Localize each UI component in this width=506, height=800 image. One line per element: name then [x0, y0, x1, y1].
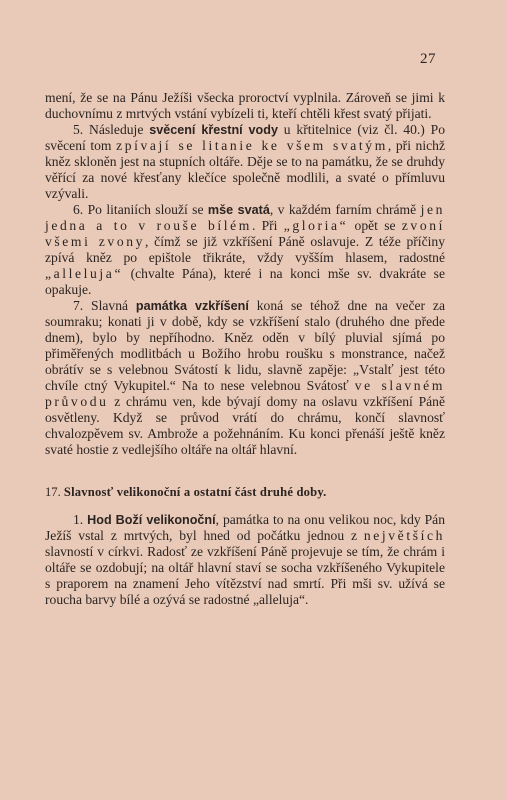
text-run: 5. Následuje: [73, 122, 150, 137]
spaced-term: „gloria“: [283, 218, 349, 233]
page-number: 27: [420, 51, 436, 67]
bold-term: památka vzkříšení: [135, 299, 249, 313]
text-run: 1.: [73, 512, 88, 527]
paragraph-5: [45, 122, 445, 202]
text-run: mení, že se na Pánu Ježíši všecka proroctví vyplnila. Zároveň se jimi k duchovnímu z mrtvých vstání vybízeli ti, kteří chtěli křest svatý přijati.: [45, 90, 445, 121]
text-run: slavností v církvi. Radosť ze vzkříšení Páně projevuje se tím, že chrám i oltáře se ozdobují; na oltář hlavní staví se socha vzkříšeného Vykupitele s praporem na znamení Jeho vítězství nad smrtí. Při mši sv. užívá se roucha barvy bílé a ozývá se radostné „alleluja“.: [45, 544, 445, 607]
spaced-term: zpívají se litanie ke všem svatým: [116, 138, 388, 153]
text-run: koná se téhož dne na večer za soumraku; konati ji v době, kdy se vzkříšení stalo (druhého dne přede dnem), bylo by nepříhodno. Kněz oděn v bílý pluvial sjímá po přiměřených modlitbách u Božího hrobu roušku s monstrance, načež obrátív se s velebnou Svátostí k lidu, slavně zapěje: „Vstalť jest této chvíle ctný Vykupitel.“ Na to nese velebnou Svátosť: [45, 298, 445, 393]
text-run: (chvalte Pána), které i na konci mše sv. dvakráte se opakuje.: [45, 266, 445, 297]
spaced-term: zvoní všemi zvony: [45, 218, 445, 249]
spaced-term: „alleluja“: [45, 266, 124, 281]
text-run: 6. Po litaniích slouží se: [73, 202, 208, 217]
text-run: , v každém farním chrámě: [269, 202, 421, 217]
paragraph-6: [45, 202, 445, 298]
bold-term: Hod Boží velikonoční: [87, 513, 216, 527]
page-text: [45, 90, 445, 608]
paragraph-7: [45, 298, 445, 458]
paragraph-1: [45, 512, 445, 608]
text-run: . Při: [251, 218, 284, 233]
text-run: opět se: [348, 218, 402, 233]
section-title: Slavnosť velikonoční a ostatní část druhé doby.: [63, 485, 327, 499]
spaced-term: ve slavném průvodu: [45, 378, 445, 409]
text-run: , památka to na onu velikou noc, kdy Pán Ježíš vstal z mrtvých, byl hned od počátku jednou z: [45, 512, 446, 543]
paragraph-continuation: [45, 90, 445, 122]
section-number: 17.: [45, 485, 64, 499]
spaced-term: jen jedna a to v rouše bílém: [45, 202, 445, 233]
bold-term: mše svatá: [207, 203, 270, 217]
bold-term: svěcení křestní vody: [149, 123, 278, 137]
spaced-term: největších: [363, 528, 445, 543]
text-run: , čímž se již vzkříšení Páně oslavuje. Z téže příčiny zpívá kněz po epištole třikráte, vždy vyšším hlasem, radostné: [45, 234, 445, 265]
text-run: u křtitelnice (viz čl. 40.) Po svěcení tom: [45, 122, 445, 153]
text-run: 7. Slavná: [73, 298, 136, 313]
section-heading: [45, 484, 445, 500]
text-run: z chrámu ven, kde bývají domy na oslavu vzkříšení Páně osvětleny. Když se průvod vrátí do chrámu, končí slavnosť chvalozpěvem sv. Ambrože a požehnáním. Ku konci přenáší ještě kněz svaté hostie z vedlejšího oltáře na oltář hlavní.: [45, 394, 445, 457]
text-run: , při nichž kněz skloněn jest na stupních oltáře. Děje se to na památku, že se druhdy věřící za nové křesťany klečíce společně modlili, a svaté o přímluvu vzývali.: [45, 138, 445, 201]
